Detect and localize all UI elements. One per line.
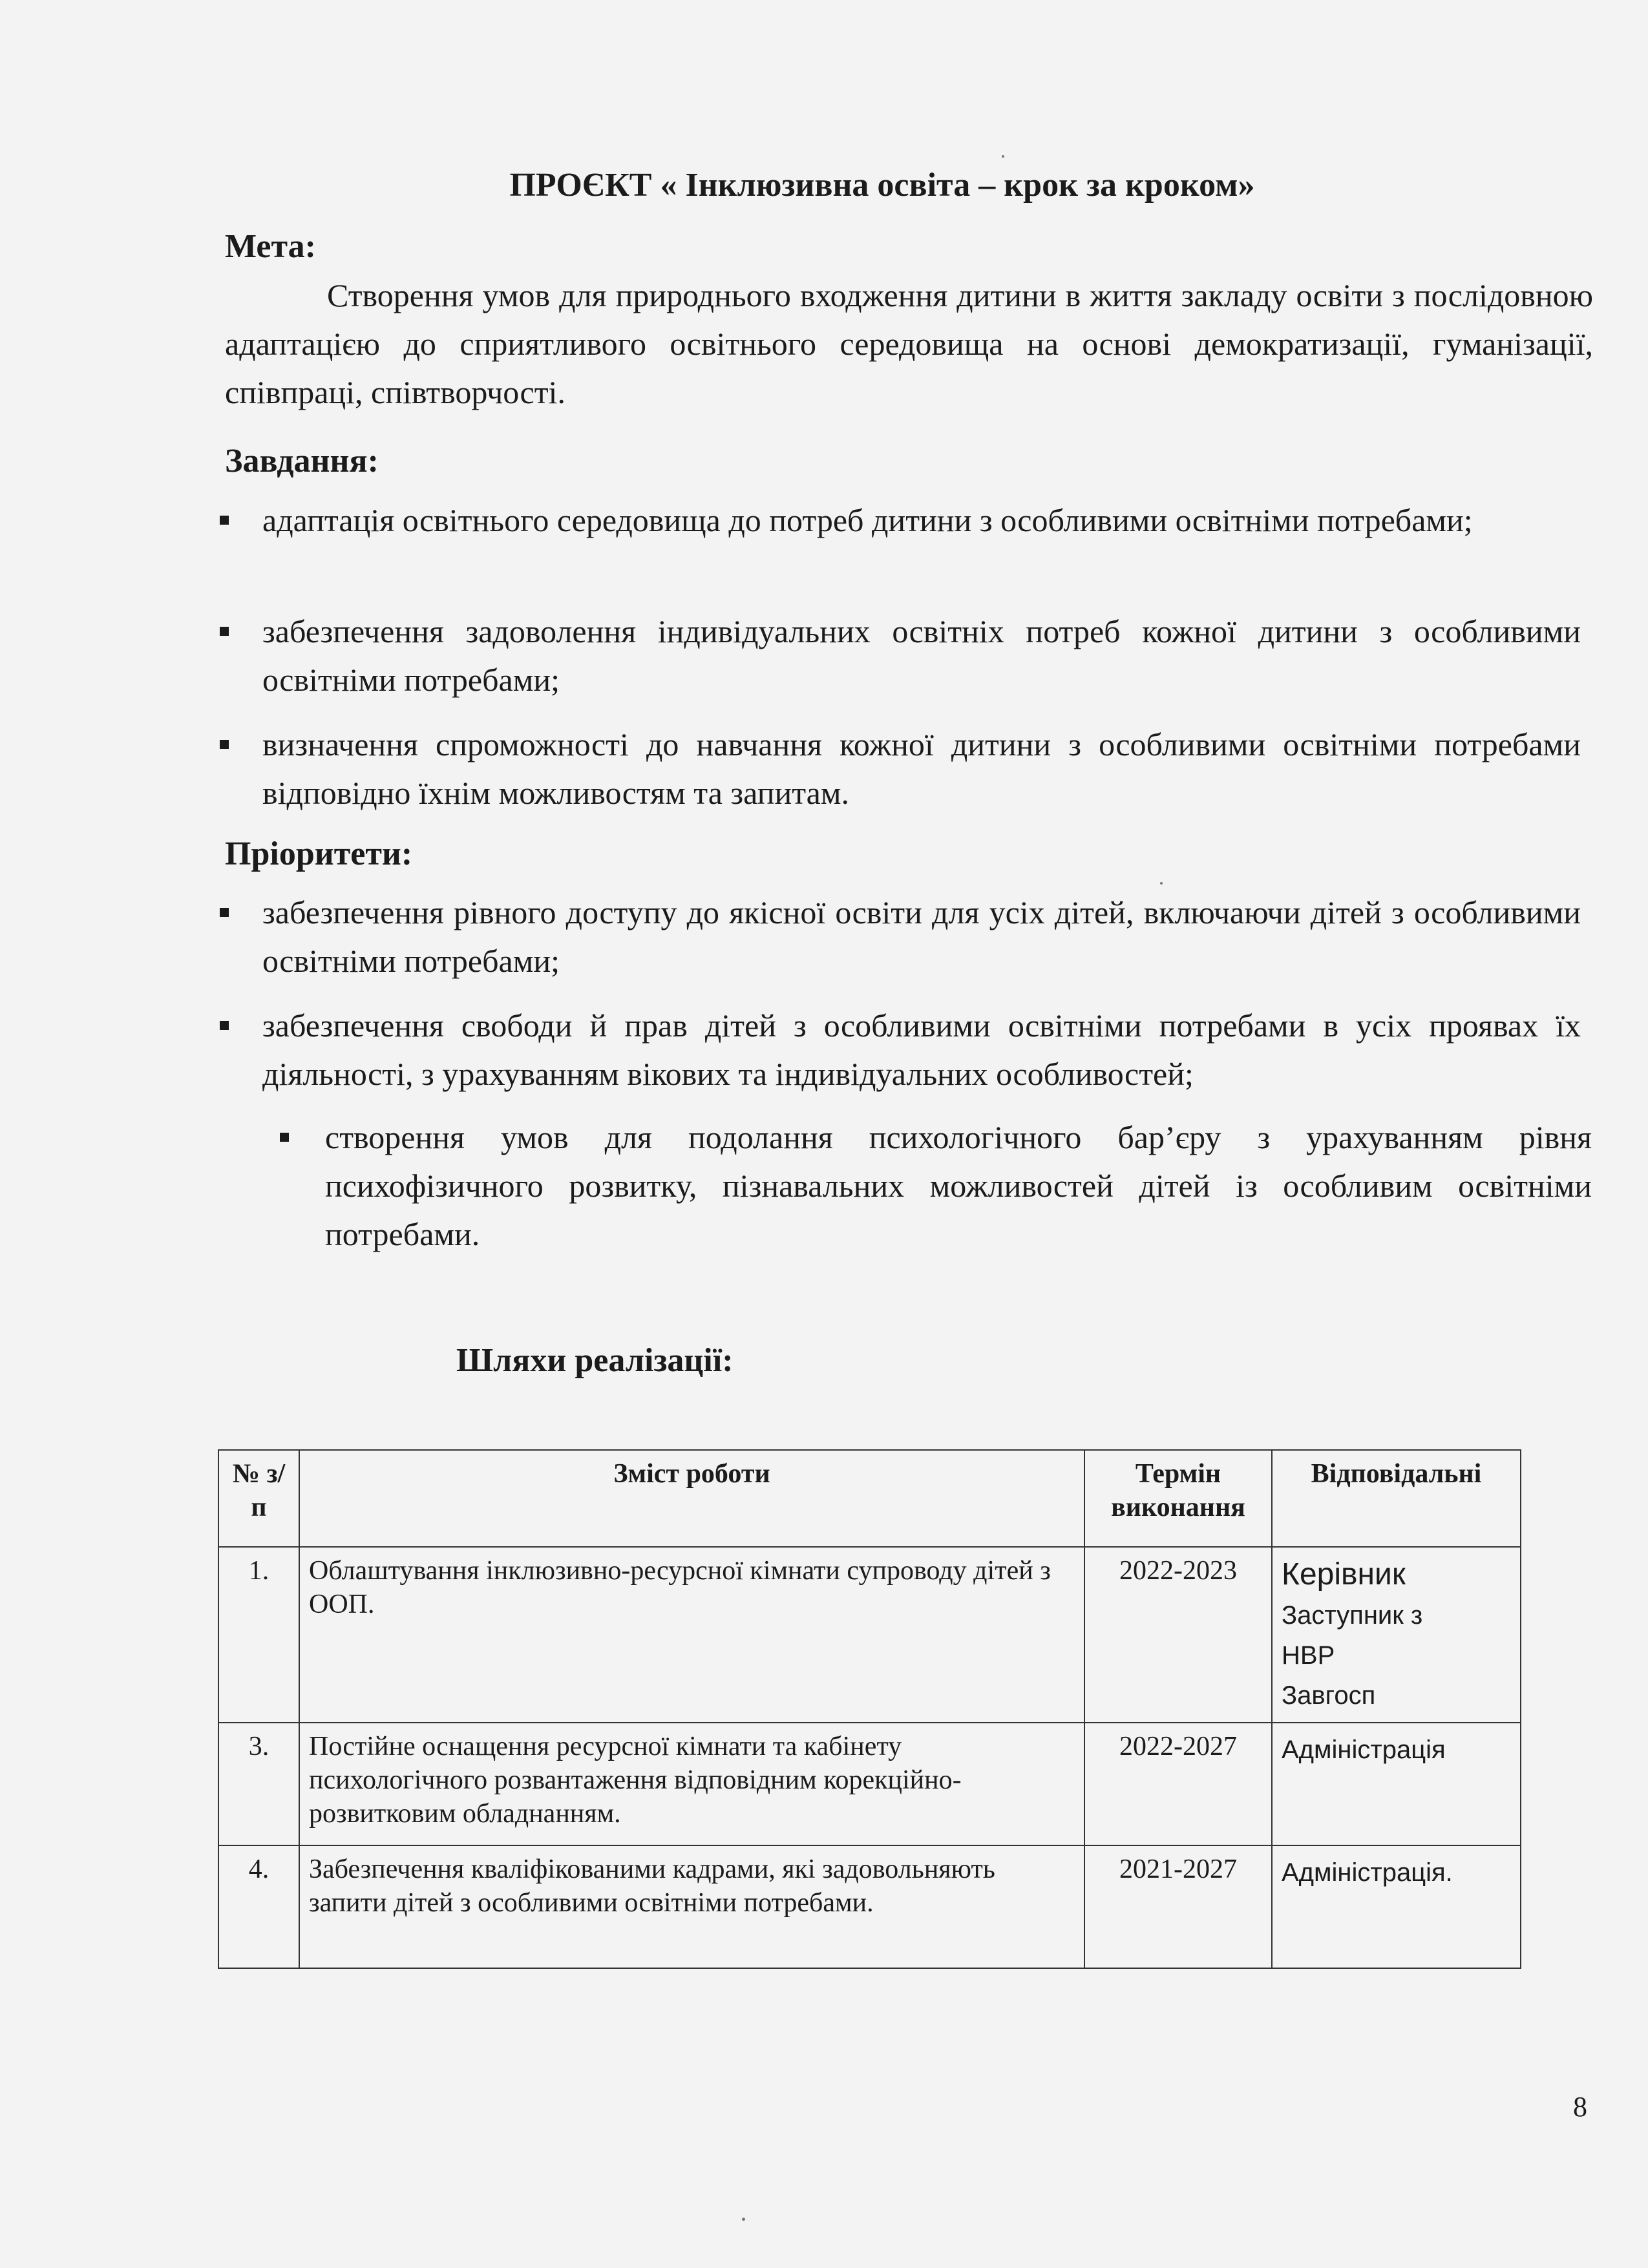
responsible-name: НВР	[1282, 1641, 1335, 1670]
priority-item: забезпечення свободи й прав дітей з особливими освітніми потребами в усіх проявах їх діяльності, з урахуванням вікових та індивідуальних особливостей;	[262, 1002, 1581, 1098]
table-row	[218, 1547, 1521, 1723]
row-content: Постійне оснащення ресурсної кімнати та кабінету психологічного розвантаження відповідним корекційно-розвитковим обладнанням.	[299, 1723, 1084, 1845]
row-term: 2022-2027	[1084, 1723, 1272, 1845]
bullet-marker	[220, 740, 229, 749]
bullet-marker	[220, 908, 229, 917]
task-item: адаптація освітнього середовища до потреб дитини з особливими освітніми потребами;	[262, 496, 1581, 545]
implementation-table	[218, 1449, 1521, 1969]
bullet-marker	[220, 1021, 229, 1030]
row-number: 1.	[218, 1547, 299, 1723]
row-responsible	[1272, 1845, 1521, 1968]
column-header-term: Термін виконання	[1084, 1450, 1272, 1547]
row-content: Облаштування інклюзивно-ресурсної кімнати супроводу дітей з ООП.	[299, 1547, 1084, 1723]
page-number: 8	[1573, 2091, 1587, 2123]
column-header-responsible: Відповідальні	[1272, 1450, 1521, 1547]
document-title: ПРОЄКТ « Інклюзивна освіта – крок за кроком»	[509, 167, 1255, 204]
row-term: 2021-2027	[1084, 1845, 1272, 1968]
row-number: 4.	[218, 1845, 299, 1968]
table-header-row	[218, 1450, 1521, 1547]
goal-heading: Мета:	[225, 228, 316, 265]
row-content: Забезпечення кваліфікованими кадрами, які задовольняють запити дітей з особливими освітніми потребами.	[299, 1845, 1084, 1968]
task-item: визначення спроможності до навчання кожної дитини з особливими освітніми потребами відповідно їхнім можливостям та запитам.	[262, 720, 1581, 817]
bullet-marker	[220, 516, 229, 525]
responsible-name: Заступник з	[1282, 1601, 1423, 1630]
responsible-name: Адміністрація	[1282, 1736, 1446, 1764]
row-responsible	[1272, 1723, 1521, 1845]
priority-item: забезпечення рівного доступу до якісної освіти для усіх дітей, включаючи дітей з особливими освітніми потребами;	[262, 888, 1581, 985]
column-header-number: № з/п	[218, 1450, 299, 1547]
responsible-name: Завгосп	[1282, 1681, 1376, 1710]
table-row	[218, 1845, 1521, 1968]
scan-speck	[742, 2218, 745, 2221]
row-responsible	[1272, 1547, 1521, 1723]
implementation-heading: Шляхи реалізації:	[456, 1342, 734, 1379]
responsible-name: Адміністрація.	[1282, 1858, 1453, 1887]
scan-speck	[1160, 882, 1163, 885]
column-header-content: Зміст роботи	[299, 1450, 1084, 1547]
bullet-marker	[220, 627, 229, 636]
task-item: забезпечення задоволення індивідуальних освітніх потреб кожної дитини з особливими освітніми потребами;	[262, 607, 1581, 704]
priorities-heading: Пріоритети:	[225, 835, 413, 872]
tasks-heading: Завдання:	[225, 443, 379, 479]
priority-item: створення умов для подолання психологічного бар’єру з урахуванням рівня психофізичного розвитку, пізнавальних можливостей дітей із особливим освітніми потребами.	[325, 1113, 1592, 1259]
bullet-marker	[280, 1133, 289, 1142]
table-row	[218, 1723, 1521, 1845]
row-term: 2022-2023	[1084, 1547, 1272, 1723]
goal-text: Створення умов для природнього входження дитини в життя закладу освіти з послідовною адаптацією до сприятливого освітнього середовища на основі демократизації, гуманізації, співпраці, співтворчості.	[225, 277, 1593, 410]
scan-speck	[1002, 155, 1004, 158]
responsible-name: Керівник	[1282, 1557, 1406, 1591]
row-number: 3.	[218, 1723, 299, 1845]
